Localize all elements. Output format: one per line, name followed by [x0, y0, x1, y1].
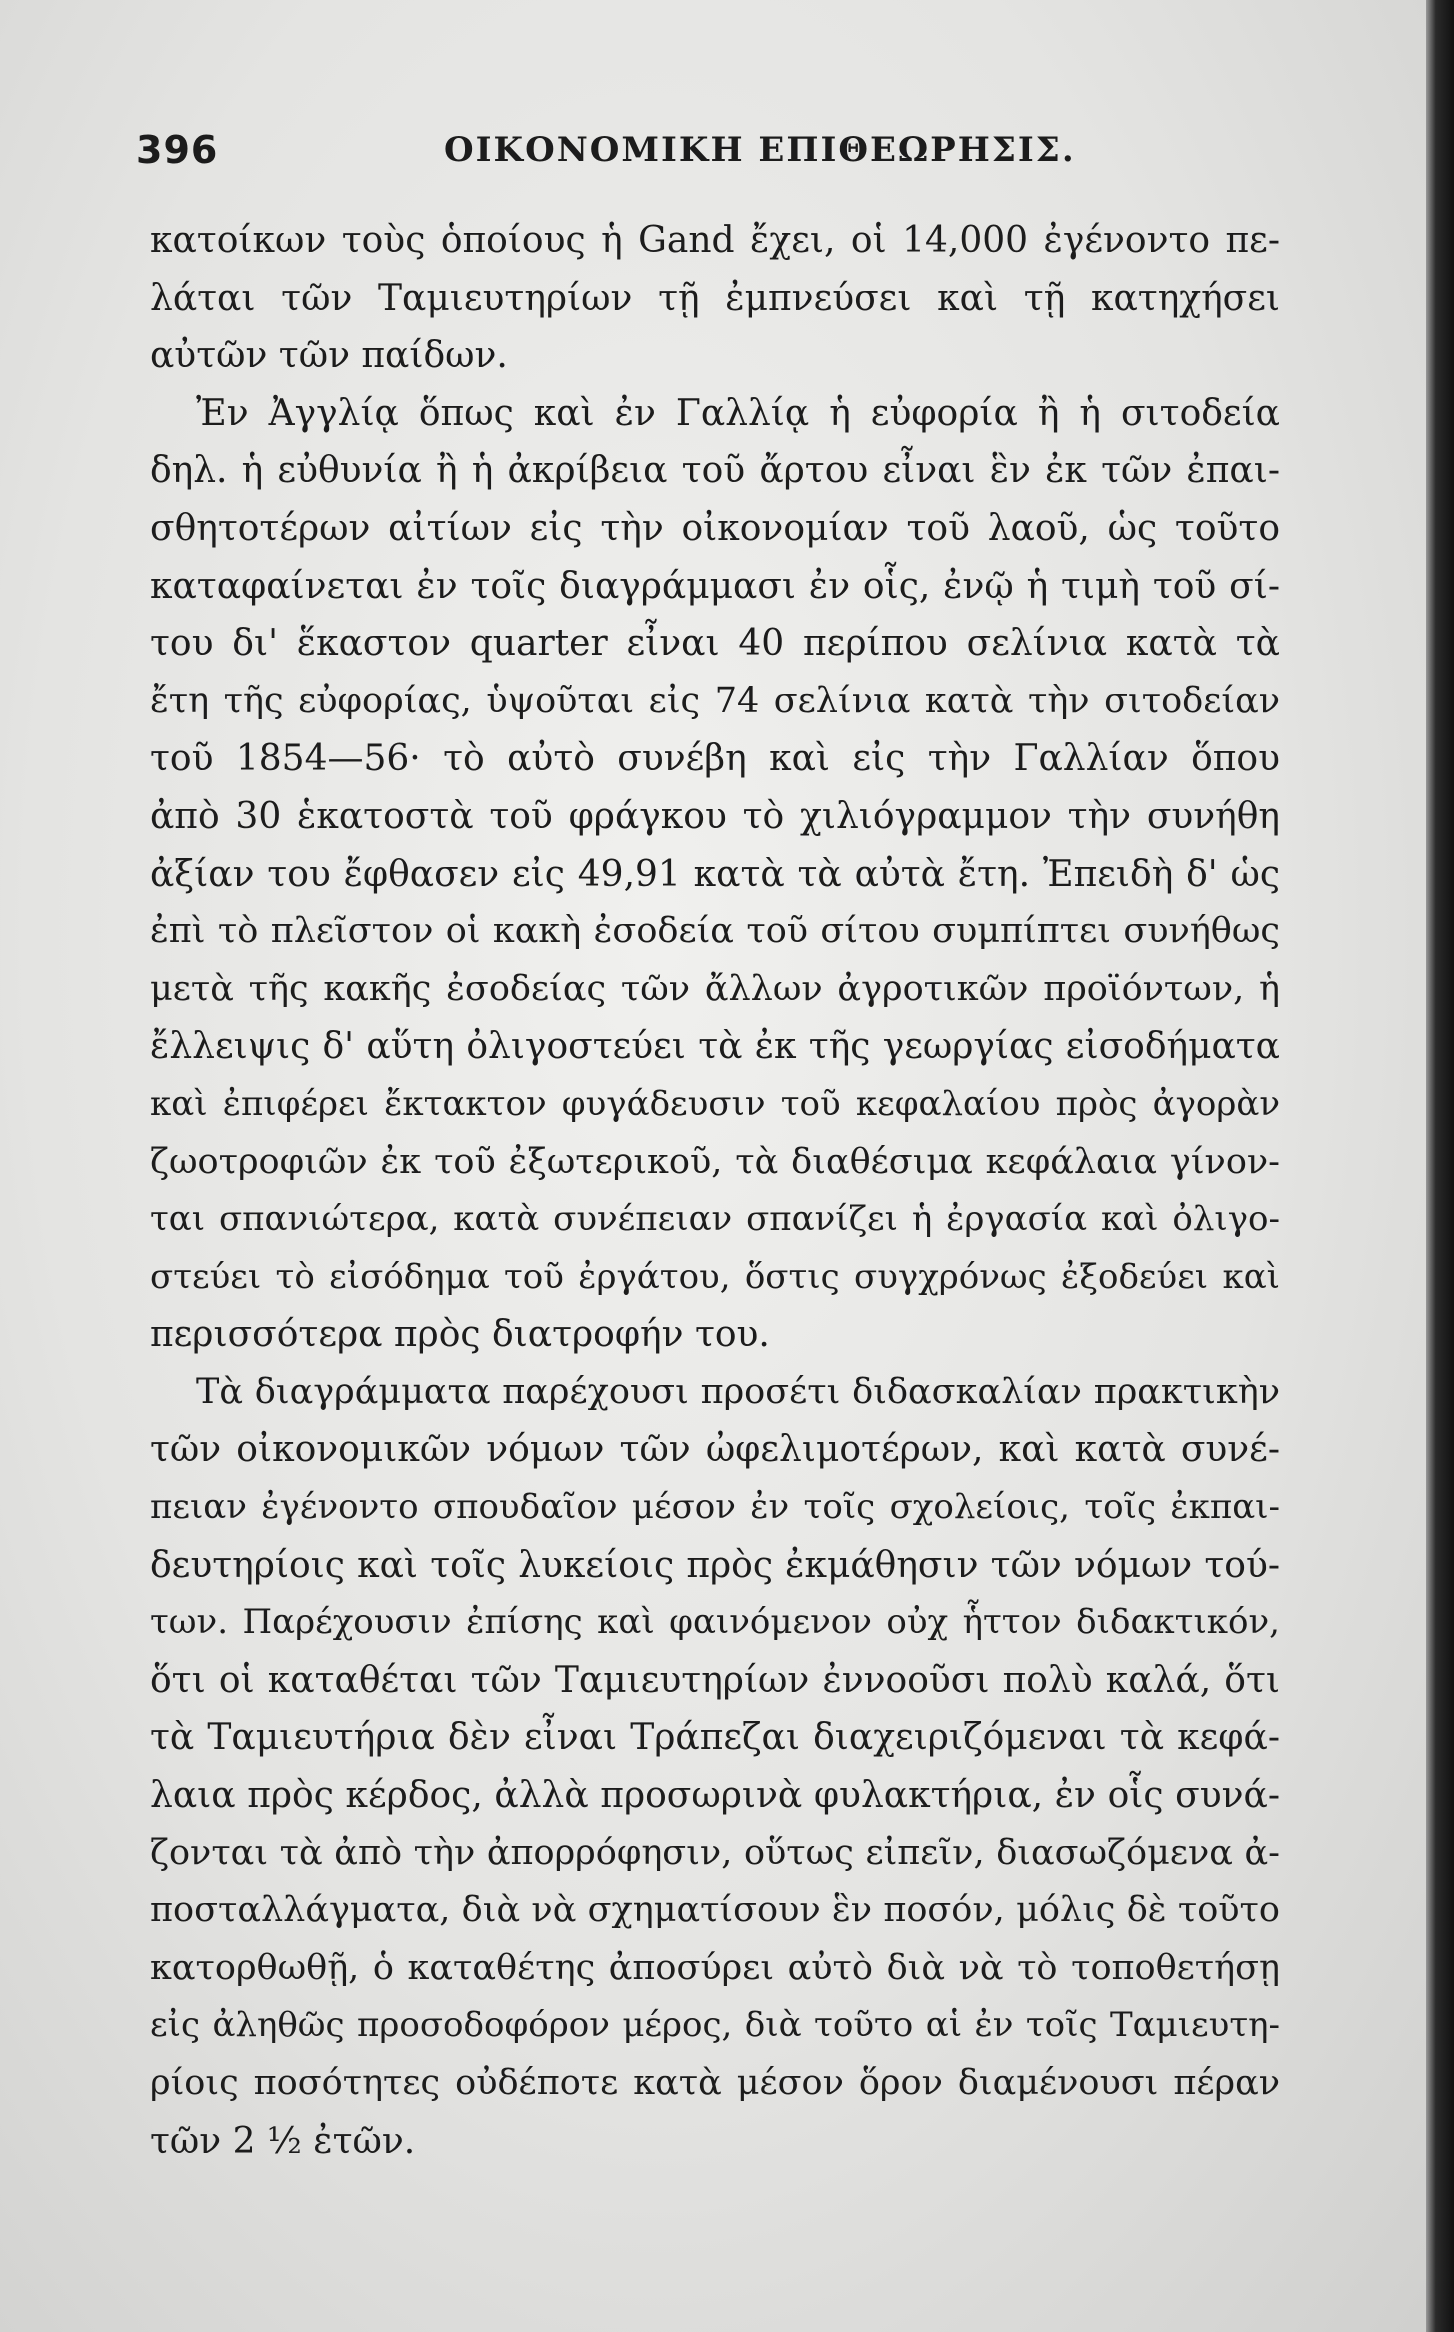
text-line: ζονται τὰ ἀπὸ τὴν ἀπορρόφησιν, οὕτως εἰπεῖν, διασωζόμενα ἀ-	[150, 1832, 1280, 1873]
text-line: ἔτη τῆς εὐφορίας, ὑψοῦται εἰς 74 σελίνια κατὰ τὴν σιτοδείαν	[150, 680, 1280, 721]
text-line: λαια πρὸς κέρδος, ἀλλὰ προσωρινὰ φυλακτήρια, ἐν οἷς συνά-	[150, 1775, 1280, 1817]
text-line: πειαν ἐγένοντο σπουδαῖον μέσον ἐν τοῖς σχολείοις, τοῖς ἐκπαι-	[150, 1487, 1280, 1528]
text-line: λάται τῶν Ταμιευτηρίων τῇ ἐμπνεύσει καὶ τῇ κατηχήσει	[150, 277, 1280, 319]
text-line: των. Παρέχουσιν ἐπίσης καὶ φαινόμενον οὐχ ἧττον διδακτικόν,	[150, 1602, 1280, 1643]
text-line: δηλ. ἡ εὐθυνία ἢ ἡ ἀκρίβεια τοῦ ἄρτου εἶναι ἓν ἐκ τῶν ἐπαι-	[150, 450, 1280, 492]
text-line: ἐπὶ τὸ πλεῖστον οἱ κακὴ ἐσοδεία τοῦ σίτου συμπίπτει συνήθως	[150, 911, 1280, 952]
text-line: στεύει τὸ εἰσόδημα τοῦ ἐργάτου, ὅστις συγχρόνως ἐξοδεύει καὶ	[150, 1256, 1280, 1297]
text-line: ἔλλειψις δ' αὕτη ὀλιγοστεύει τὰ ἐκ τῆς γεωργίας εἰσοδήματα	[150, 1026, 1280, 1068]
text-line: δευτηρίοις καὶ τοῖς λυκείοις πρὸς ἐκμάθησιν τῶν νόμων τού-	[150, 1544, 1280, 1586]
text-line: ζωοτροφιῶν ἐκ τοῦ ἐξωτερικοῦ, τὰ διαθέσιμα κεφάλαια γίνον-	[150, 1141, 1280, 1182]
text-line: ὅτι οἱ καταθέται τῶν Ταμιευτηρίων ἐννοοῦσι πολὺ καλά, ὅτι	[150, 1659, 1280, 1701]
text-line: ἀπὸ 30 ἑκατοστὰ τοῦ φράγκου τὸ χιλιόγραμμον τὴν συνήθη	[150, 795, 1280, 837]
text-line: αὐτῶν τῶν παίδων.	[150, 335, 508, 377]
page-header	[136, 128, 1296, 176]
page-edge-shadow	[1426, 0, 1454, 2332]
text-line: ται σπανιώτερα, κατὰ συνέπειαν σπανίζει ἡ ἐργασία καὶ ὀλιγο-	[150, 1199, 1280, 1240]
text-line: καταφαίνεται ἐν τοῖς διαγράμμασι ἐν οἷς, ἐνῷ ἡ τιμὴ τοῦ σί-	[150, 565, 1280, 607]
text-line: τὰ Ταμιευτήρια δὲν εἶναι Τράπεζαι διαχειριζόμεναι τὰ κεφά-	[150, 1717, 1280, 1759]
text-line: καὶ ἐπιφέρει ἔκτακτον φυγάδευσιν τοῦ κεφαλαίου πρὸς ἀγορὰν	[150, 1083, 1280, 1124]
text-line: περισσότερα πρὸς διατροφήν του.	[150, 1314, 770, 1356]
text-line: ποσταλλάγματα, διὰ νὰ σχηματίσουν ἓν ποσόν, μόλις δὲ τοῦτο	[150, 1890, 1280, 1931]
text-line: ἀξίαν του ἔφθασεν εἰς 49,91 κατὰ τὰ αὐτὰ ἔτη. Ἐπειδὴ δ' ὡς	[150, 853, 1280, 895]
text-line: εἰς ἀληθῶς προσοδοφόρον μέρος, διὰ τοῦτο αἱ ἐν τοῖς Ταμιευτη-	[150, 2005, 1280, 2046]
text-line: ρίοις ποσότητες οὐδέποτε κατὰ μέσον ὅρον διαμένουσι πέραν	[150, 2063, 1280, 2103]
text-line: Τὰ διαγράμματα παρέχουσι προσέτι διδασκαλίαν πρακτικὴν	[196, 1371, 1280, 1412]
text-line: τῶν οἰκονομικῶν νόμων τῶν ὠφελιμοτέρων, καὶ κατὰ συνέ-	[150, 1429, 1280, 1471]
text-line: κατορθωθῇ, ὁ καταθέτης ἀποσύρει αὐτὸ διὰ νὰ τὸ τοποθετήσῃ	[150, 1947, 1280, 1988]
text-line: τῶν 2 ½ ἐτῶν.	[150, 2120, 416, 2162]
text-line: τοῦ 1854—56· τὸ αὐτὸ συνέβη καὶ εἰς τὴν Γαλλίαν ὅπου	[150, 738, 1280, 780]
text-line: του δι' ἕκαστον quarter εἶναι 40 περίπου σελίνια κατὰ τὰ	[150, 623, 1280, 665]
text-line: μετὰ τῆς κακῆς ἐσοδείας τῶν ἄλλων ἀγροτικῶν προϊόντων, ἡ	[150, 968, 1280, 1009]
text-line: κατοίκων τοὺς ὁποίους ἡ Gand ἔχει, οἱ 14,000 ἐγένοντο πε-	[150, 220, 1280, 261]
text-line: σθητοτέρων αἰτίων εἰς τὴν οἰκονομίαν τοῦ λαοῦ, ὡς τοῦτο	[150, 507, 1280, 549]
body-text	[150, 212, 1280, 2170]
running-title: ΟΙΚΟΝΟΜΙΚΗ ΕΠΙΘΕΩΡΗΣΙΣ.	[444, 130, 1076, 170]
page-number: 396	[136, 128, 219, 172]
text-line: Ἐν Ἀγγλίᾳ ὅπως καὶ ἐν Γαλλίᾳ ἡ εὐφορία ἢ ἡ σιτοδεία	[196, 392, 1280, 434]
